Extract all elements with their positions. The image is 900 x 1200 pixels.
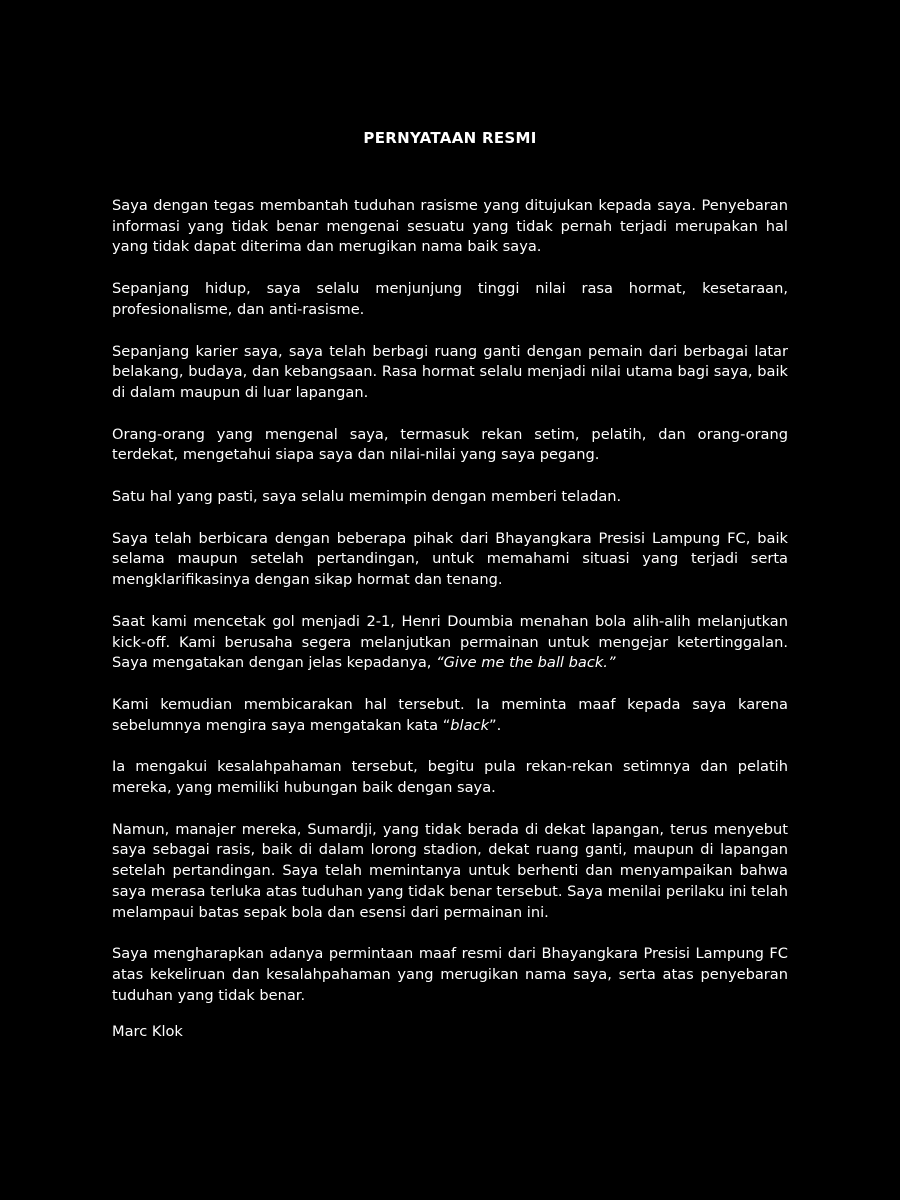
quote-give-ball-back: “Give me the ball back.” xyxy=(436,654,616,672)
paragraph-apology-text: Kami kemudian membicarakan hal tersebut. Ia meminta maaf kepada saya karena sebelumnya mengira saya mengatakan kata xyxy=(112,695,788,734)
statement-title: PERNYATAAN RESMI xyxy=(363,129,537,147)
paragraph-clarification: Saya telah berbicara dengan beberapa pihak dari Bhayangkara Presisi Lampung FC, baik selama maupun setelah pertandingan, untuk memahami situasi yang terjadi serta mengklarifikasinya dengan sikap hormat dan tenang. xyxy=(112,529,788,589)
paragraph-career: Sepanjang karier saya, saya telah berbagi ruang ganti dengan pemain dari berbagai latar belakang, budaya, dan kebangsaan. Rasa hormat selalu menjadi nilai utama bagi saya, baik di dalam maupun di luar lapangan. xyxy=(112,342,788,401)
paragraph-denial: Saya dengan tegas membantah tuduhan rasisme yang ditujukan kepada saya. Penyebaran informasi yang tidak benar mengenai sesuatu yang tidak pernah terjadi merupakan hal yang tidak dapat diterima dan merugikan nama baik saya. xyxy=(112,197,788,256)
paragraph-leadership: Satu hal yang pasti, saya selalu memimpin dengan memberi teladan. xyxy=(112,488,622,506)
paragraph-values: Sepanjang hidup, saya selalu menjunjung tinggi nilai rasa hormat, kesetaraan, profesionalisme, dan anti-rasisme. xyxy=(112,280,788,318)
statement-document xyxy=(112,128,788,1043)
paragraph-incident xyxy=(112,612,788,674)
quote-close-mark: ”. xyxy=(489,716,502,734)
paragraph-request: Saya mengharapkan adanya permintaan maaf resmi dari Bhayangkara Presisi Lampung FC atas kekeliruan dan kesalahpahaman yang merugikan nama saya, serta atas penyebaran tuduhan yang tidak benar. xyxy=(112,945,788,1004)
paragraph-people: Orang-orang yang mengenal saya, termasuk rekan setim, pelatih, dan orang-orang terdekat, mengetahui siapa saya dan nilai-nilai yang saya pegang. xyxy=(112,425,788,464)
paragraph-apology xyxy=(112,695,788,736)
paragraph-incident-text: Saat kami mencetak gol menjadi 2-1, Henri Doumbia menahan bola alih-alih melanjutkan kick-off. Kami berusaha segera melanjutkan permainan untuk mengejar ketertinggalan. Saya mengatakan dengan jelas kepadanya, xyxy=(112,612,788,672)
signature: Marc Klok xyxy=(112,1023,183,1041)
paragraph-acknowledgement: Ia mengakui kesalahpahaman tersebut, begitu pula rekan-rekan setimnya dan pelatih mereka, yang memiliki hubungan baik dengan saya. xyxy=(112,758,788,797)
quote-open-mark: “ xyxy=(442,716,451,734)
quote-word-black: black xyxy=(450,716,490,734)
paragraph-manager: Namun, manajer mereka, Sumardji, yang tidak berada di dekat lapangan, terus menyebut saya sebagai rasis, baik di dalam lorong stadion, dekat ruang ganti, maupun di lapangan setelah pertandingan. Saya telah memintanya untuk berhenti dan menyampaikan bahwa saya merasa terluka atas tuduhan yang tidak benar tersebut. Saya menilai perilaku ini telah melampaui batas sepak bola dan esensi dari permainan ini. xyxy=(112,820,788,921)
